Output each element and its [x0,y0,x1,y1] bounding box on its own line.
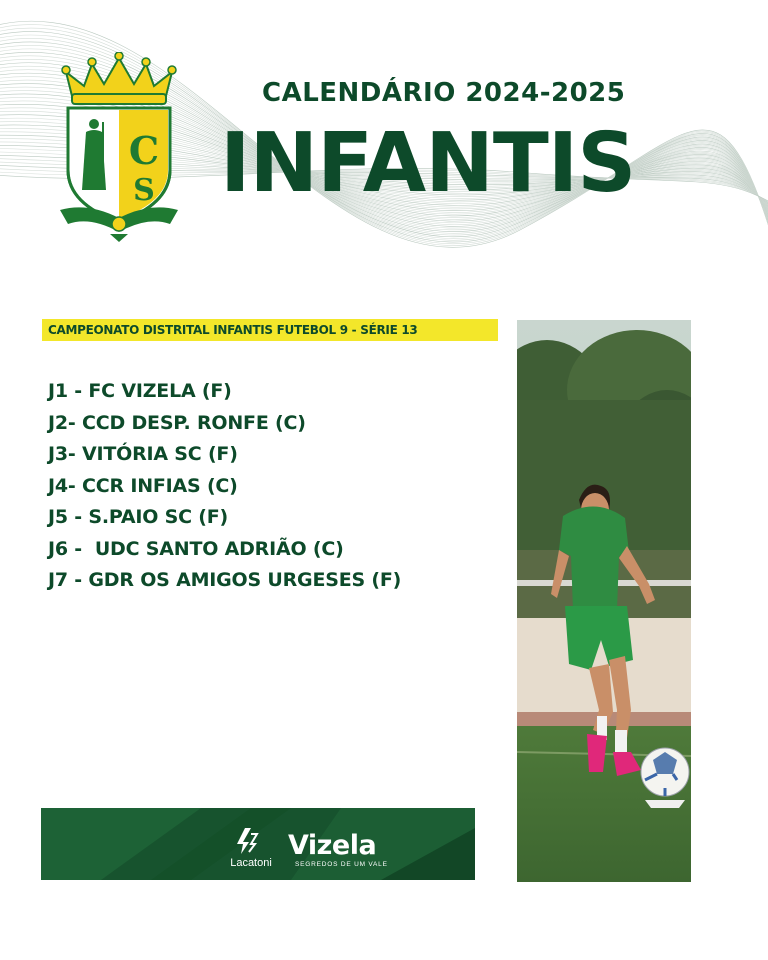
lacatoni-logo-text: Lacatoni [230,857,272,869]
svg-text:C: C [128,128,160,173]
fixture-item: J2- CCD DESP. RONFE (C) [48,411,306,434]
club-crest-icon [58,52,180,242]
lacatoni-logo-icon [233,826,263,856]
competition-banner: CAMPEONATO DISTRITAL INFANTIS FUTEBOL 9 - SÉRIE 13 [42,319,498,341]
page-title: INFANTIS [220,116,636,211]
fixture-item: J1 - FC VIZELA (F) [48,380,232,402]
fixture-item: J6 - UDC SANTO ADRIÃO (C) [48,537,344,560]
fixture-item: J7 - GDR OS AMIGOS URGESES (F) [48,569,402,591]
fixture-item: J5 - S.PAIO SC (F) [48,506,229,528]
vizela-logo-text: Vizela [288,830,377,861]
player-photo [517,320,691,882]
vizela-tagline: SEGREDOS DE UM VALE [295,861,388,868]
fixture-item: J4- CCR INFIAS (C) [48,474,238,497]
svg-text:S: S [133,173,155,208]
crown-icon [62,52,176,104]
fixture-item: J3- VITÓRIA SC (F) [48,443,238,465]
fixture-list [48,376,401,597]
season-title: CALENDÁRIO 2024-2025 [262,78,626,108]
sponsor-banner [41,808,475,880]
